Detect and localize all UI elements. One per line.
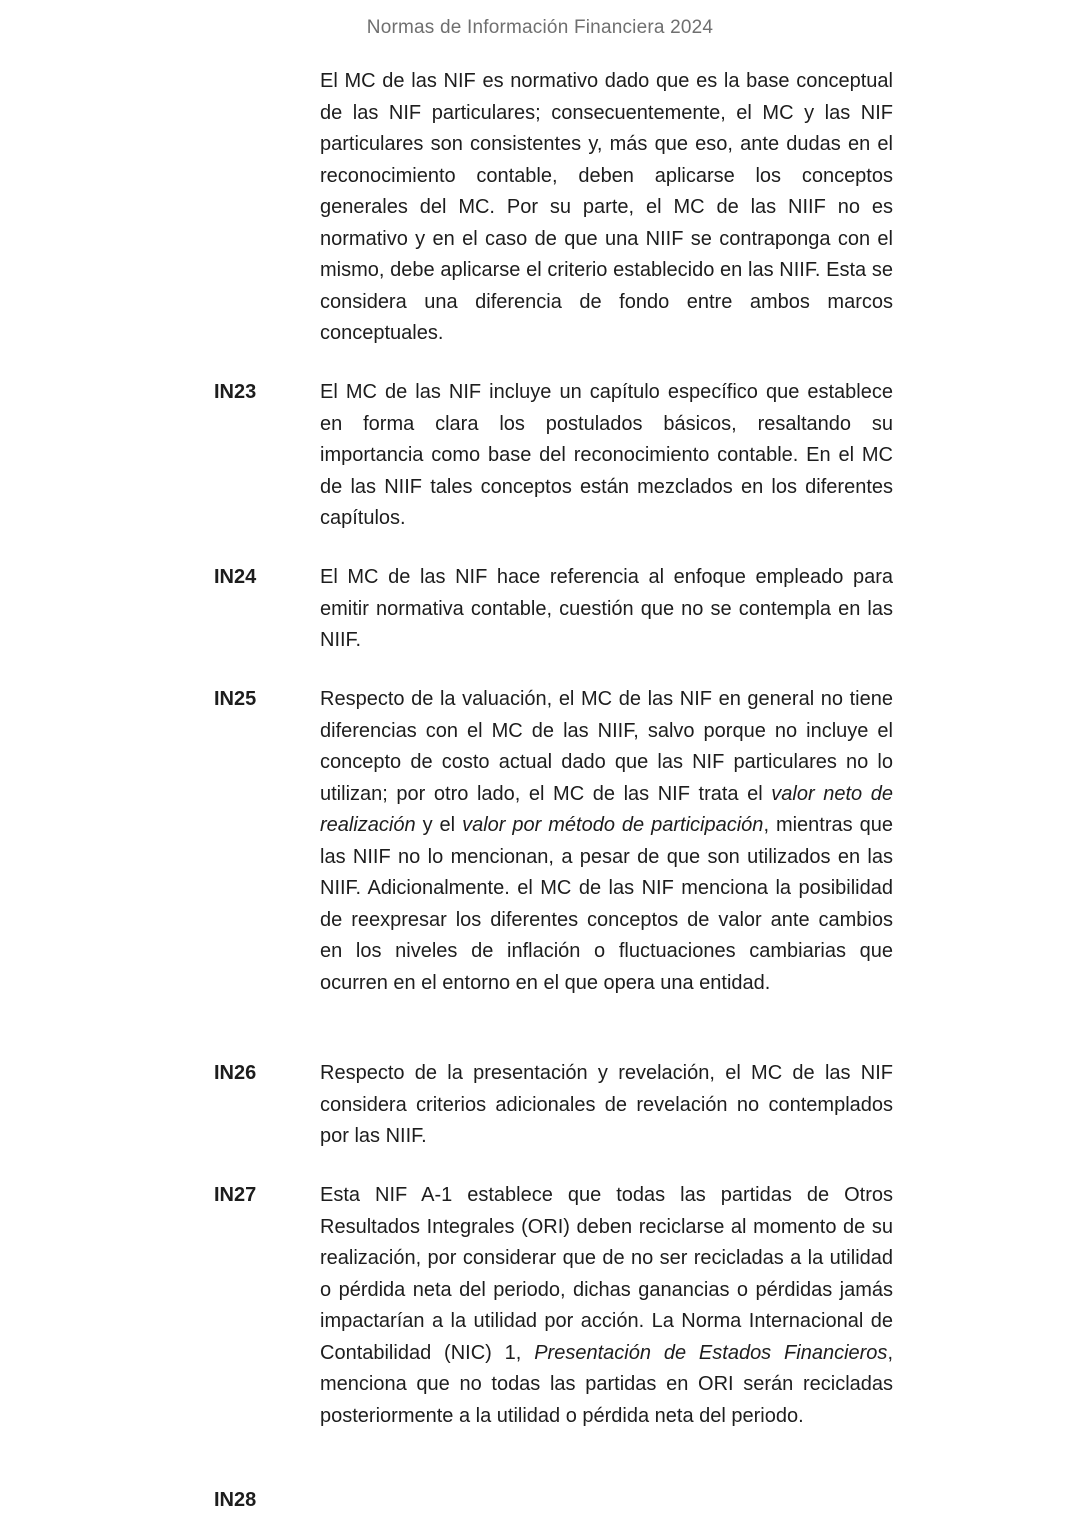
paragraph-text — [320, 377, 893, 535]
text-segment: El MC de las NIF incluye un capítulo específico que establece en forma clara los postulados básicos, resaltando su importancia como base del reconocimiento contable. En el MC de las NIIF tales conceptos están mezclados en los diferentes capítulos. — [320, 381, 893, 529]
paragraph-text — [320, 1058, 893, 1153]
paragraph-text — [320, 684, 893, 999]
paragraph-number: IN27 — [214, 1184, 257, 1206]
text-segment: El MC de las NIF es normativo dado que es la base conceptual de las NIF particulares; consecuentemente, el MC y las NIF particulares son consistentes y, más que eso, ante dudas en el reconocimiento contable, deben aplicarse los conceptos generales del MC. Por su parte, el MC de las NIIF no es normativo y en el caso de que una NIIF se contraponga con el mismo, debe aplicarse el criterio establecido en las NIIF. Esta se considera una diferencia de fondo entre ambos marcos conceptuales. — [320, 70, 893, 344]
text-segment: El MC de las NIF hace referencia al enfoque empleado para emitir normativa contable, cuestión que no se contempla en las NIIF. — [320, 566, 893, 651]
text-segment: , menciona que no todas las partidas en ORI serán recicladas posteriormente a la utilidad o pérdida neta del periodo. — [320, 1341, 893, 1427]
page-header: Normas de Información Financiera 2024 — [366, 17, 714, 38]
paragraph-text — [320, 1180, 893, 1432]
text-segment: Respecto de la valuación, el MC de las NIF en general no tiene diferencias con el MC de las NIIF, salvo porque no incluye el concepto de costo actual dado que las NIF particulares no lo utilizan; por otro lado, el MC de las NIF trata el — [320, 688, 893, 805]
paragraph-text — [320, 66, 893, 350]
paragraph-number: IN26 — [214, 1062, 257, 1084]
paragraph-text — [320, 562, 893, 657]
text-segment: y el — [415, 814, 463, 836]
italic-term: valor neto de realización — [320, 782, 893, 836]
text-segment: Esta NIF A-1 establece que todas las partidas de Otros Resultados Integrales (ORI) deben reciclarse al momento de su realización, por considerar que de no ser recicladas a la utilidad o pérdida neta del periodo, dichas ganancias o pérdidas jamás impactarían a la utilidad por acción. La Norma Internacional de Contabilidad (NIC) 1, — [320, 1184, 893, 1364]
paragraph-number: IN25 — [214, 688, 257, 710]
text-segment: Respecto de la presentación y revelación, el MC de las NIF considera criterios adicionales de revelación no contemplados por las NIIF. — [320, 1062, 893, 1147]
italic-term: Presentación de Estados Financieros — [534, 1341, 888, 1364]
paragraph-number: IN23 — [214, 381, 257, 403]
paragraph-number: IN28 — [214, 1489, 257, 1511]
paragraph-number: IN24 — [214, 566, 257, 588]
text-segment: , mientras que las NIIF no lo mencionan, a pesar de que son utilizados en las NIIF. Adicionalmente. el MC de las NIF menciona la posibilidad de reexpresar los diferentes conceptos de valor ante cambios en los niveles de inflación o fluctuaciones cambiarias que ocurren en el entorno en el que opera una entidad. — [320, 814, 893, 994]
italic-term: valor por método de participación — [462, 814, 764, 836]
